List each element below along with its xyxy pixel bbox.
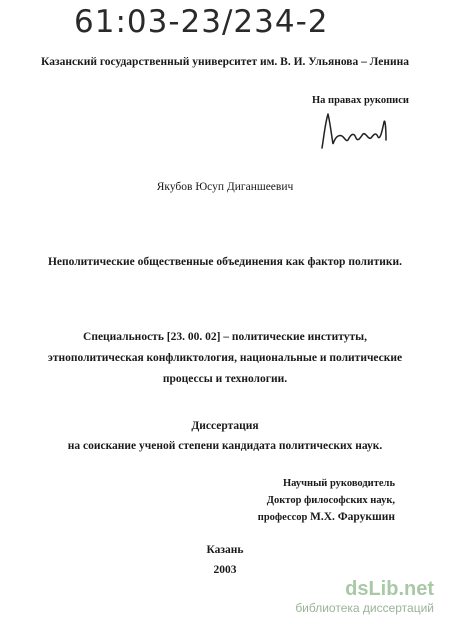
manuscript-rights-note: На правах рукописи	[312, 95, 409, 106]
supervisor-title: Доктор философских наук,	[266, 495, 395, 506]
watermark	[272, 578, 442, 618]
specialty-line-2: этнополитическая конфликтология, национальные и политические	[47, 352, 403, 364]
supervisor-role: Научный руководитель	[283, 478, 395, 489]
dissertation-type: Диссертация	[191, 420, 259, 432]
university-name: Казанский государственный университет им. В. И. Ульянова – Ленина	[41, 56, 409, 68]
archive-number-text: 61:03-23/234-2	[74, 4, 329, 40]
specialty-line-1: Специальность [23. 00. 02] – политические институты,	[83, 331, 367, 343]
dissertation-title: Неполитические общественные объединения как фактор политики.	[47, 256, 403, 268]
author-name: Якубов Юсуп Диганшеевич	[156, 181, 294, 193]
supervisor-prefix: профессор	[257, 512, 308, 523]
specialty-block	[40, 327, 410, 390]
archive-number-handwritten	[72, 0, 372, 40]
city: Казань	[206, 544, 244, 556]
supervisor-name: М.Х. Фарукшин	[310, 511, 395, 523]
signature-image	[318, 108, 398, 152]
supervisor-block	[240, 475, 395, 526]
watermark-subtitle: библиотека диссертаций	[295, 601, 434, 615]
year: 2003	[213, 564, 237, 576]
watermark-logo: dsLib.net	[345, 578, 434, 600]
specialty-line-3: процессы и технологии.	[162, 373, 288, 385]
supervisor-name-line	[240, 509, 395, 526]
dissertation-degree: на соискание ученой степени кандидата политических наук.	[67, 440, 383, 452]
